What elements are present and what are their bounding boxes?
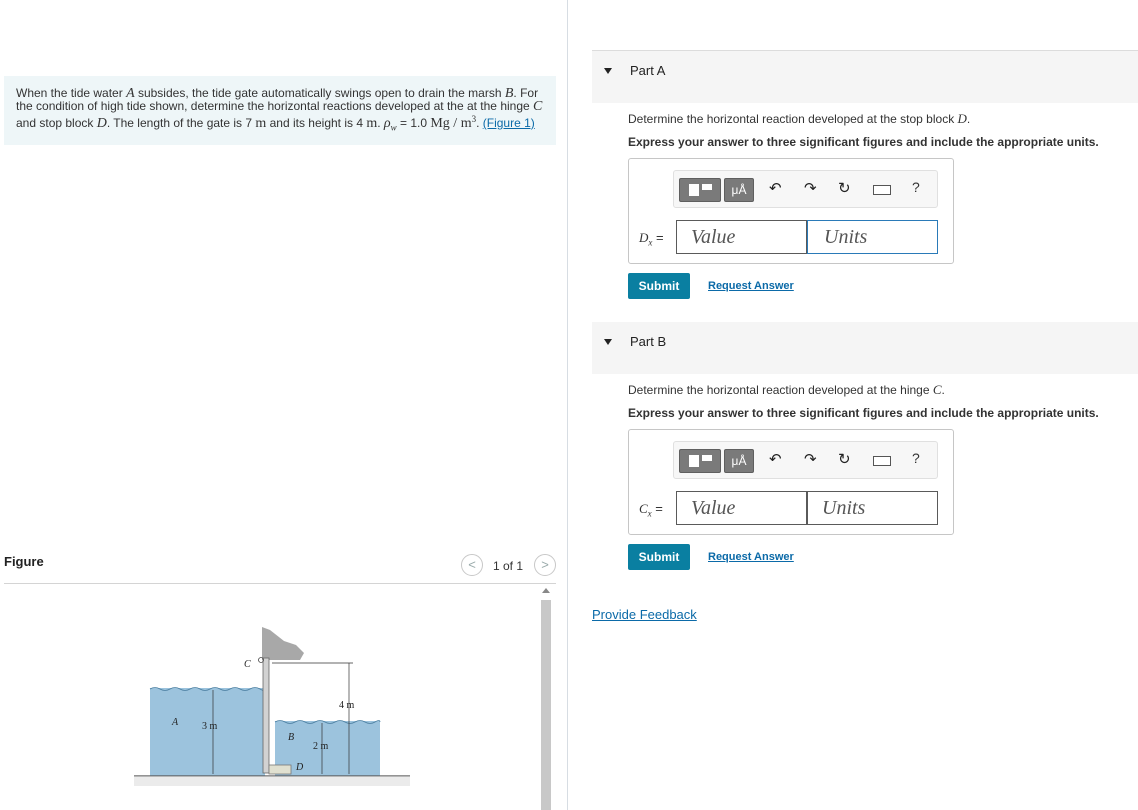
label-d: D: [296, 762, 304, 773]
var-eq: =: [651, 501, 663, 516]
label-2m: 2 m: [313, 741, 329, 752]
part-a-answer-box: [628, 158, 954, 264]
problem-text: = 1.0: [396, 116, 431, 130]
problem-text: and stop block: [16, 116, 97, 130]
chevron-left-icon: <: [468, 557, 476, 572]
var-eq: =: [652, 230, 664, 245]
math-toolbar: [673, 170, 938, 208]
part-b-header[interactable]: [592, 322, 1138, 374]
stop-block: [269, 765, 291, 774]
reset-icon[interactable]: ↻: [838, 180, 851, 197]
math-toolbar: [673, 441, 938, 479]
part-b-answer-box: [628, 429, 954, 535]
question-text: .: [941, 383, 945, 397]
redo-icon[interactable]: ↷: [804, 180, 817, 197]
part-b-title: Part B: [630, 334, 667, 349]
provide-feedback-link[interactable]: Provide Feedback: [592, 607, 697, 622]
problem-pane: [0, 0, 567, 810]
templates-button[interactable]: [679, 449, 721, 473]
templates-icon: [689, 455, 699, 467]
chevron-right-icon: >: [541, 557, 549, 572]
var-label-cx: [639, 501, 663, 519]
keyboard-icon[interactable]: [873, 456, 891, 466]
templates-icon-part: [702, 455, 712, 461]
label-b: B: [288, 732, 295, 743]
help-icon[interactable]: ?: [912, 179, 920, 195]
undo-icon[interactable]: ↶: [769, 451, 782, 468]
problem-text: subsides, the tide gate automatically swings open to drain the marsh: [134, 86, 505, 100]
high-tide-water: [150, 688, 265, 776]
part-a-header[interactable]: [592, 51, 1138, 103]
var-sub: x: [648, 237, 653, 248]
tide-gate: [263, 658, 269, 773]
unit-m: m: [255, 116, 267, 131]
redo-icon[interactable]: ↷: [804, 451, 817, 468]
var-main: D: [639, 230, 649, 245]
figure-header: [4, 550, 556, 584]
problem-text: .: [476, 116, 483, 130]
question-var: D: [957, 111, 967, 126]
problem-text: When the tide water: [16, 86, 127, 100]
tide-gate-figure: [120, 615, 420, 805]
prev-figure-button[interactable]: [461, 554, 483, 576]
problem-text: .: [377, 116, 384, 130]
question-var: C: [932, 382, 942, 397]
units-button[interactable]: [724, 178, 754, 202]
var-c: C: [533, 99, 543, 114]
units-input[interactable]: Units: [807, 491, 938, 525]
collapse-triangle-icon[interactable]: [604, 68, 612, 74]
density-unit: Mg / m: [430, 116, 472, 131]
problem-text: . The length of the gate is 7: [106, 116, 256, 130]
figure-label: Figure: [4, 554, 44, 569]
part-a-title: Part A: [630, 63, 666, 78]
var-label-dx: [639, 230, 664, 248]
reset-icon[interactable]: ↻: [838, 451, 851, 468]
collapse-triangle-icon[interactable]: [604, 339, 612, 345]
unit-m: m: [366, 116, 378, 131]
keyboard-icon[interactable]: [873, 185, 891, 195]
density-exponent: 3: [471, 114, 477, 124]
figure-counter: 1 of 1: [493, 559, 524, 573]
templates-icon: [689, 184, 699, 196]
problem-text: . For the condition of high tide shown, determine the horizontal reactions developed at the at the hinge: [16, 86, 539, 113]
problem-statement: [4, 76, 556, 145]
units-icon: μÅ: [731, 454, 747, 468]
request-answer-link[interactable]: Request Answer: [708, 551, 794, 563]
part-b-question: [628, 382, 945, 398]
question-text: .: [966, 112, 971, 126]
figure-link[interactable]: (Figure 1): [482, 116, 535, 130]
var-main: C: [639, 501, 648, 516]
var-a: A: [126, 86, 135, 101]
var-sub: x: [647, 508, 652, 519]
request-answer-link[interactable]: Request Answer: [708, 280, 794, 292]
var-b: B: [504, 86, 514, 101]
submit-button[interactable]: Submit: [628, 273, 690, 299]
units-input[interactable]: Units: [807, 220, 938, 254]
undo-icon[interactable]: ↶: [769, 180, 782, 197]
label-4m: 4 m: [339, 700, 355, 711]
question-text: Determine the horizontal reaction developed at the hinge: [628, 383, 933, 397]
problem-text: and its height is 4: [266, 116, 367, 130]
figure-scrollbar[interactable]: [539, 584, 553, 810]
part-b-instruction: Express your answer to three significant figures and include the appropriate units.: [628, 406, 1099, 420]
templates-button[interactable]: [679, 178, 721, 202]
rho-subscript: w: [390, 122, 397, 133]
var-d: D: [96, 116, 107, 131]
ground: [134, 776, 410, 786]
rho-symbol: ρ: [383, 116, 391, 131]
scroll-thumb[interactable]: [541, 600, 551, 810]
units-button[interactable]: [724, 449, 754, 473]
help-icon[interactable]: ?: [912, 450, 920, 466]
value-input[interactable]: Value: [676, 491, 807, 525]
answer-pane: [568, 0, 1138, 810]
templates-icon-part: [702, 184, 712, 190]
next-figure-button[interactable]: [534, 554, 556, 576]
part-a-instruction: Express your answer to three significant figures and include the appropriate units.: [628, 135, 1099, 149]
label-a: A: [172, 717, 179, 728]
question-text: Determine the horizontal reaction developed at the stop block: [628, 112, 958, 126]
label-3m: 3 m: [202, 721, 218, 732]
label-c: C: [244, 659, 251, 670]
submit-button[interactable]: Submit: [628, 544, 690, 570]
hinge-support: [262, 627, 304, 660]
part-a-question: [628, 111, 970, 127]
value-input[interactable]: Value: [676, 220, 807, 254]
units-icon: μÅ: [731, 183, 747, 197]
scroll-up-arrow-icon[interactable]: [542, 588, 550, 593]
